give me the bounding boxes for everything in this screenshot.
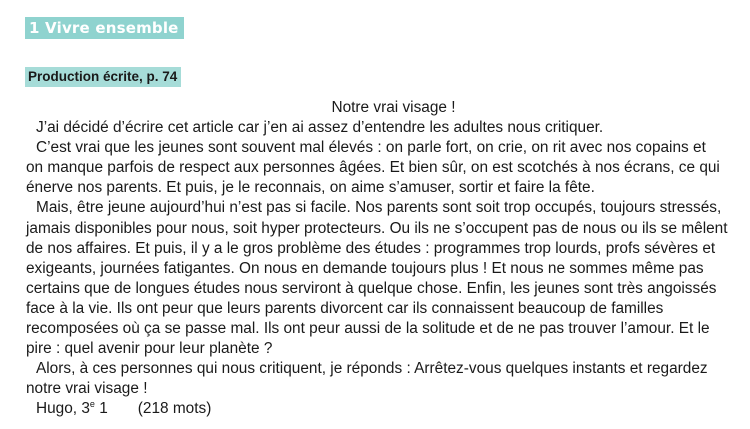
article-line: Alors, à ces personnes qui nous critiquent, je réponds : Arrêtez-vous quelques instants et regardez bbox=[36, 360, 708, 378]
section-title-badge: Production écrite, p. 74 bbox=[25, 67, 181, 87]
article-line: notre vrai visage ! bbox=[26, 380, 148, 398]
article-title: Notre vrai visage ! bbox=[331, 99, 456, 116]
article-line: énerve nos parents. Et puis, je le reconnais, on aime s’amuser, sortir et faire la fête. bbox=[26, 179, 595, 197]
article-signature bbox=[26, 399, 726, 419]
article-line: jamais disponibles pour nous, soit hyper protecteurs. Ou ils ne s’occupent pas de nous ou ils se mêlent bbox=[26, 219, 728, 237]
article-line: on manque parfois de respect aux personnes âgées. Et bien sûr, on est scotchés à nos écrans, ce qui bbox=[26, 159, 720, 177]
article-line: de nos affaires. Et puis, il y a le gros problème des études : programmes trop lourds, profs sévères et bbox=[26, 239, 716, 257]
article-line: face à la vie. Ils ont peur que leurs parents divorcent car ils connaissent beaucoup de familles bbox=[26, 299, 664, 317]
article-line: C’est vrai que les jeunes sont souvent mal élevés : on parle fort, on crie, on rit avec nos copains et bbox=[36, 139, 706, 157]
article-line: exigeants, journées fatigantes. On nous en demande toujours plus ! Et nous ne sommes même pas bbox=[26, 259, 704, 277]
article-line: recomposées où ça se passe mal. Ils ont peur aussi de la solitude et de ne pas trouver l’amour. Et le bbox=[26, 320, 710, 338]
author-name: Hugo, 3 bbox=[36, 400, 90, 418]
unit-title-badge: 1 Vivre ensemble bbox=[25, 17, 184, 39]
article-body bbox=[26, 98, 726, 420]
article-line: certains que de longues études nous serviront à quelque chose. Enfin, les jeunes sont très angoissés bbox=[26, 279, 717, 297]
word-count: (218 mots) bbox=[137, 400, 212, 418]
article-line: pire : quel avenir pour leur planète ? bbox=[26, 340, 273, 358]
article-line: J’ai décidé d’écrire cet article car j’en ai assez d’entendre les adultes nous critiquer. bbox=[36, 119, 604, 137]
class-number: 1 bbox=[94, 400, 108, 418]
article-line: Mais, être jeune aujourd’hui n’est pas si facile. Nos parents sont soit trop occupés, toujours stressés, bbox=[36, 199, 722, 217]
class-superscript: e bbox=[89, 399, 95, 410]
